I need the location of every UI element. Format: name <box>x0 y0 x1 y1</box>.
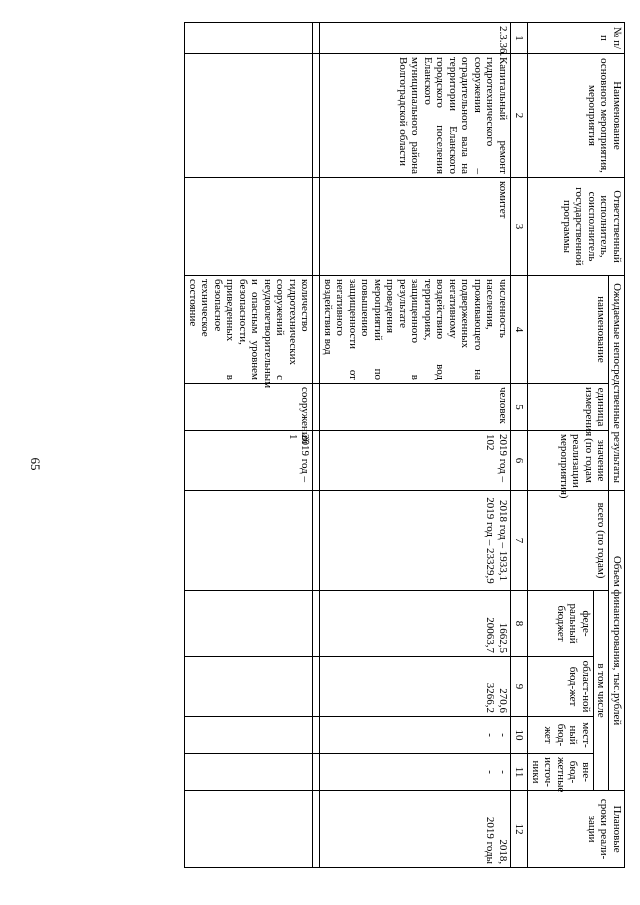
row-number: 2.3.36. <box>320 23 511 54</box>
finance-local-2018: - <box>497 733 509 737</box>
finance-total <box>320 491 511 591</box>
deadline-line-1: 2018, <box>497 839 509 865</box>
column-number: 7 <box>511 491 529 591</box>
finance-federal-2018: 1662,5 <box>497 622 509 654</box>
finance-offbudget-2019: - <box>484 770 497 774</box>
table-row <box>320 23 511 868</box>
finance-federal <box>320 591 511 657</box>
finance-regional <box>320 657 511 717</box>
column-number: 2 <box>511 54 529 178</box>
column-number: 6 <box>511 431 529 491</box>
rotated-table-container <box>65 22 625 867</box>
column-number-row <box>511 23 529 868</box>
header-row-1 <box>609 23 625 868</box>
column-number: 5 <box>511 384 529 431</box>
page-number: 65 <box>28 457 43 471</box>
header-expected-results: Ожидаемые непосредственные результаты <box>609 276 625 491</box>
header-activity-name: Наименование основного мероприятия, мероприятия <box>528 54 625 178</box>
header-result-value: значение (по годам реализации мероприятия) <box>528 431 609 491</box>
column-number: 9 <box>511 657 529 717</box>
finance-federal-2019: 20063,7 <box>484 617 497 654</box>
header-financing: Объем финансирования, тыс.рублей <box>609 491 625 791</box>
row-activity-name: Капитальный ремонт гидротехнического сооружения – оградительного вала на территории Еланского городского поселения Еланского муниципального района Волгоградской области <box>320 54 511 178</box>
finance-local-2019: - <box>484 733 497 737</box>
deadline <box>320 791 511 868</box>
header-finance-including: в том числе <box>594 591 610 791</box>
column-number: 4 <box>511 276 529 384</box>
finance-offbudget <box>320 754 511 791</box>
header-regional: област-ной бюд-жет <box>528 657 594 717</box>
finance-local <box>320 717 511 754</box>
header-offbudget: вне-бюд-жетные источ-ники <box>528 754 594 791</box>
header-deadline: Плановые сроки реали-зации <box>528 791 625 868</box>
row-executor: комитет <box>320 178 511 276</box>
column-number: 1 <box>511 23 529 54</box>
header-federal: феде-ральный бюджет <box>528 591 594 657</box>
finance-offbudget-2018: - <box>497 770 509 774</box>
row-gap <box>313 23 320 868</box>
header-finance-total: всего (по годам) <box>528 491 609 591</box>
result-unit: человек <box>320 384 511 431</box>
finance-regional-2019: 3266,2 <box>484 682 497 714</box>
column-number: 8 <box>511 591 529 657</box>
finance-total-2019: 2019 год – 23329,9 <box>484 497 497 584</box>
finance-total-2018: 2018 год – 1933,1 <box>497 500 509 582</box>
column-number: 3 <box>511 178 529 276</box>
program-table <box>185 22 626 868</box>
column-number: 12 <box>511 791 529 868</box>
header-number: № п/п <box>528 23 625 54</box>
result-unit: сооружений <box>185 384 313 431</box>
result-value: 2019 год – 1 <box>185 431 313 491</box>
column-number: 10 <box>511 717 529 754</box>
header-executor: Ответственный исполнитель, соисполнитель государственной программы <box>528 178 625 276</box>
header-local: мест-ный бюд-жет <box>528 717 594 754</box>
header-result-unit: единица измерения <box>528 384 609 431</box>
result-name: количество гидротехнических сооружений с неудовлетворительным и опасным уровнем безопасности, приведенных в безопасное техническое состояние <box>185 276 313 384</box>
deadline-line-2: 2019 годы <box>484 816 497 865</box>
header-result-name: наименование <box>528 276 609 384</box>
result-value: 2019 год – 102 <box>320 431 511 491</box>
result-name: численность населения, проживающего на подверженных негативному воздействию вод территориях, защищенного в результате проведения мероприятий по повышению защищенности от негативного воздействия вод <box>320 276 511 384</box>
column-number: 11 <box>511 754 529 791</box>
finance-regional-2018: 270,6 <box>497 688 509 714</box>
table-row <box>185 23 313 868</box>
